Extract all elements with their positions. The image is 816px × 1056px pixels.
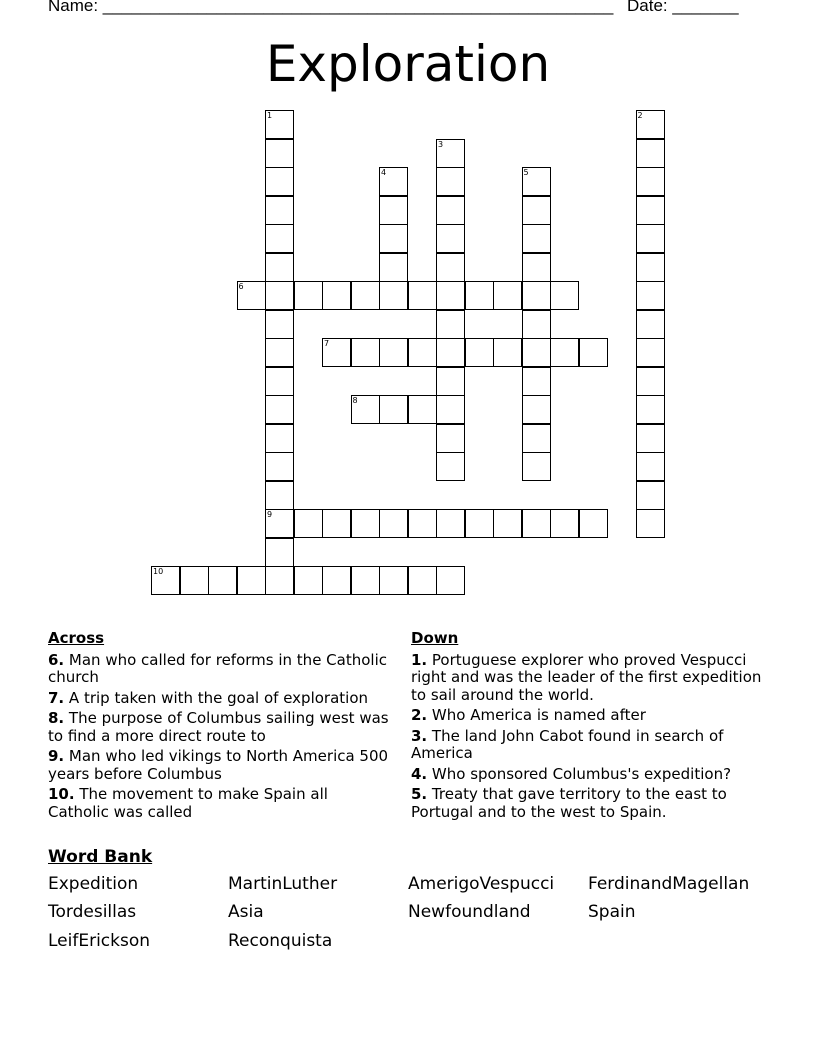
crossword-cell[interactable] [351,338,380,367]
crossword-cell[interactable] [379,281,408,310]
crossword-cell[interactable] [436,253,465,282]
crossword-cell[interactable] [436,139,465,168]
crossword-cell[interactable] [636,139,665,168]
clue-down-5 [411,786,776,821]
crossword-cell[interactable] [636,395,665,424]
crossword-cell[interactable] [265,538,294,567]
crossword-cell[interactable] [294,566,323,595]
cell-number: 6 [238,282,244,291]
name-field-label[interactable]: Name: ______________________________________________________ [48,0,614,15]
crossword-cell[interactable] [294,509,323,538]
clue-down-1 [411,652,776,705]
crossword-cell[interactable] [636,452,665,481]
crossword-cell[interactable] [522,281,551,310]
crossword-cell[interactable] [550,281,579,310]
word-bank-item: LeifErickson [48,931,151,951]
clue-down-4 [411,766,776,784]
clue-text: Portuguese explorer who proved Vespucci right and was the leader of the first expedition to sail around the world. [411,650,762,704]
crossword-cell[interactable] [636,253,665,282]
page-title: Exploration [265,35,551,93]
crossword-cell[interactable] [408,281,437,310]
crossword-cell[interactable] [322,566,351,595]
clue-across-10 [48,786,393,821]
crossword-cell[interactable] [579,338,608,367]
crossword-cell[interactable] [636,281,665,310]
clue-text: Treaty that gave territory to the east to Portugal and to the west to Spain. [411,785,727,821]
crossword-cell[interactable] [436,224,465,253]
clue-across-6 [48,652,393,687]
cell-number: 5 [523,168,529,177]
crossword-cell[interactable] [636,310,665,339]
crossword-cell[interactable] [379,566,408,595]
crossword-cell[interactable] [636,338,665,367]
clue-text: Man who called for reforms in the Catholic church [48,650,387,686]
crossword-cell[interactable] [636,167,665,196]
crossword-cell[interactable] [265,509,294,538]
crossword-cell[interactable] [265,281,294,310]
clue-number: 3. [411,726,428,745]
clue-text: Man who led vikings to North America 500 years before Columbus [48,747,389,783]
crossword-cell[interactable] [379,395,408,424]
clue-text: Who sponsored Columbus's expedition? [431,764,732,783]
word-bank-item: AmerigoVespucci [408,874,555,894]
crossword-cell[interactable] [436,281,465,310]
clue-number: 8. [48,709,65,727]
clue-down-2 [411,707,776,725]
crossword-cell[interactable] [237,281,266,310]
cell-number: 4 [381,168,387,177]
crossword-cell[interactable] [408,395,437,424]
crossword-cell[interactable] [408,338,437,367]
crossword-cell[interactable] [379,224,408,253]
crossword-cell[interactable] [265,139,294,168]
crossword-cell[interactable] [436,509,465,538]
crossword-cell[interactable] [522,196,551,225]
crossword-cell[interactable] [151,566,180,595]
crossword-cell[interactable] [522,452,551,481]
crossword-cell[interactable] [265,338,294,367]
word-bank-item: FerdinandMagellan [588,874,750,894]
cell-number: 2 [637,111,643,120]
crossword-cell[interactable] [351,395,380,424]
crossword-cell[interactable] [493,509,522,538]
crossword-cell[interactable] [636,509,665,538]
word-bank-heading: Word Bank [48,847,153,867]
word-bank-item: Reconquista [228,931,333,951]
clue-number: 4. [411,764,428,783]
crossword-cell[interactable] [436,367,465,396]
cell-number: 9 [267,510,273,519]
crossword-cell[interactable] [351,566,380,595]
word-bank-item: MartinLuther [228,874,338,894]
clue-text: The purpose of Columbus sailing west was to find a more direct route to [48,709,389,745]
crossword-cell[interactable] [436,167,465,196]
across-clues [48,630,393,824]
crossword-cell[interactable] [522,167,551,196]
crossword-cell[interactable] [265,196,294,225]
crossword-cell[interactable] [180,566,209,595]
crossword-cell[interactable] [237,566,266,595]
clue-text: A trip taken with the goal of exploration [68,688,369,707]
crossword-cell[interactable] [522,310,551,339]
crossword-cell[interactable] [322,509,351,538]
clue-text: Who America is named after [431,706,646,724]
crossword-cell[interactable] [351,509,380,538]
crossword-cell[interactable] [265,110,294,139]
clue-text: The movement to make Spain all Catholic was called [48,785,328,821]
crossword-cell[interactable] [265,395,294,424]
crossword-cell[interactable] [436,338,465,367]
word-bank-item: Expedition [48,874,139,894]
crossword-cell[interactable] [636,110,665,139]
clue-text: The land John Cabot found in search of America [411,726,724,762]
crossword-cell[interactable] [322,338,351,367]
crossword-cell[interactable] [265,566,294,595]
crossword-cell[interactable] [636,481,665,510]
clue-down-3 [411,728,776,763]
crossword-cell[interactable] [493,281,522,310]
crossword-cell[interactable] [465,509,494,538]
crossword-cell[interactable] [436,424,465,453]
crossword-cell[interactable] [522,338,551,367]
crossword-cell[interactable] [522,395,551,424]
crossword-cell[interactable] [379,509,408,538]
cell-number: 8 [352,396,358,405]
crossword-cell[interactable] [379,338,408,367]
crossword-cell[interactable] [408,509,437,538]
crossword-cell[interactable] [550,509,579,538]
cell-number: 3 [438,139,444,149]
clue-number: 7. [48,688,65,707]
crossword-cell[interactable] [265,481,294,510]
clue-number: 2. [411,706,428,724]
crossword-cell[interactable] [265,224,294,253]
crossword-cell[interactable] [265,452,294,481]
clue-across-7 [48,690,393,708]
crossword-cell[interactable] [408,566,437,595]
cell-number: 10 [153,567,164,576]
cell-number: 7 [324,339,330,348]
crossword-cell[interactable] [636,196,665,225]
crossword-cell[interactable] [636,224,665,253]
clue-across-9 [48,748,393,783]
crossword-cell[interactable] [265,253,294,282]
word-bank-item: Tordesillas [48,902,137,922]
crossword-cell[interactable] [294,281,323,310]
clue-number: 10. [48,785,75,803]
crossword-cell[interactable] [379,167,408,196]
crossword-cell[interactable] [436,566,465,595]
crossword-cell[interactable] [379,253,408,282]
crossword-cell[interactable] [351,281,380,310]
crossword-cell[interactable] [465,338,494,367]
clue-number: 9. [48,747,65,765]
crossword-cell[interactable] [522,509,551,538]
crossword-cell[interactable] [379,196,408,225]
crossword-cell[interactable] [436,196,465,225]
crossword-cell[interactable] [636,367,665,396]
date-field-label[interactable]: Date: _______ [627,0,739,15]
crossword-cell[interactable] [436,395,465,424]
crossword-cell[interactable] [522,224,551,253]
crossword-cell[interactable] [465,281,494,310]
crossword-cell[interactable] [522,253,551,282]
crossword-cell[interactable] [265,167,294,196]
word-bank-item: Spain [588,902,636,922]
cell-number: 1 [267,111,273,120]
clue-across-8 [48,710,393,745]
crossword-cell[interactable] [522,367,551,396]
clue-number: 5. [411,785,428,803]
crossword-cell[interactable] [436,452,465,481]
clue-number: 1. [411,650,428,669]
word-bank-item: Newfoundland [408,902,531,922]
crossword-cell[interactable] [493,338,522,367]
clue-number: 6. [48,650,65,669]
crossword-cell[interactable] [636,424,665,453]
down-heading: Down [411,629,459,647]
crossword-cell[interactable] [436,310,465,339]
crossword-cell[interactable] [265,310,294,339]
crossword-cell[interactable] [322,281,351,310]
crossword-cell[interactable] [550,338,579,367]
crossword-cell[interactable] [579,509,608,538]
crossword-cell[interactable] [265,367,294,396]
down-clues [411,630,776,824]
crossword-cell[interactable] [265,424,294,453]
crossword-cell[interactable] [522,424,551,453]
word-bank-item: Asia [228,902,264,922]
across-heading: Across [48,629,105,647]
crossword-cell[interactable] [208,566,237,595]
